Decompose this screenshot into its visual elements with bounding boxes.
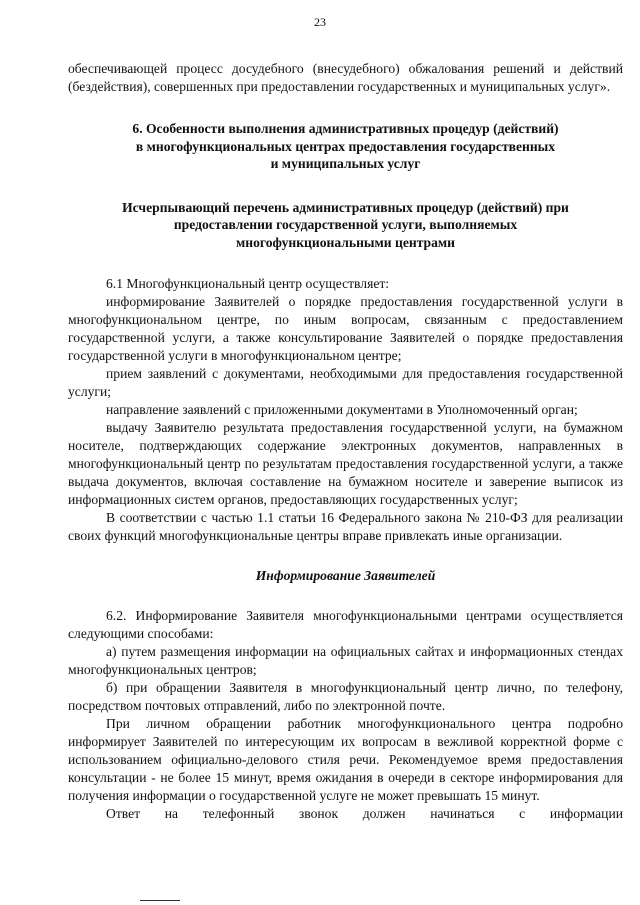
section-6-title-line: и муниципальных услуг bbox=[270, 156, 421, 171]
section-6-title-line: в многофункциональных центрах предоставления государственных bbox=[135, 138, 556, 154]
page-number: 23 bbox=[314, 15, 326, 29]
paragraph: информирование Заявителей о порядке предоставления государственной услуги в многофункциональном центре, по иным вопросам, связанным с предоставлением государственной услуги, а также консультирование Заявителей о порядке предоставления государственной услуги в многофункциональном центре; bbox=[68, 294, 623, 363]
intro-paragraph: обеспечивающей процесс досудебного (внесудебного) обжалования решений и действий (бездействия), совершенных при предоставлении государственных и муниципальных услуг». bbox=[68, 61, 623, 94]
paragraph: 6.2. Информирование Заявителя многофункциональными центрами осуществляется следующими способами: bbox=[68, 607, 623, 641]
section-6-title bbox=[68, 120, 623, 173]
exhaustive-title-line: Исчерпывающий перечень административных процедур (действий) при bbox=[122, 199, 569, 215]
paragraph: б) при обращении Заявителя в многофункциональный центр лично, по телефону, посредством почтовых отправлений, либо по электронной почте. bbox=[68, 679, 623, 713]
paragraph: выдачу Заявителю результата предоставления государственной услуги, на бумажном носителе, подтверждающих содержание электронных документов, направленных в многофункциональный центр по результатам предоставления государственной услуги, а также выдача документов, включая составление на бумажном носителе и заверение выписок из информационных систем органов, предоставляющих государственных услуг; bbox=[68, 420, 623, 507]
exhaustive-title-line: многофункциональными центрами bbox=[236, 234, 455, 250]
paragraph: а) путем размещения информации на официальных сайтах и информационных стендах многофункциональных центров; bbox=[68, 643, 623, 677]
section-6-2 bbox=[68, 607, 623, 823]
paragraph: направление заявлений с приложенными документами в Уполномоченный орган; bbox=[106, 402, 578, 417]
paragraph: При личном обращении работник многофункционального центра подробно информирует Заявителей по интересующим их вопросам в вежливой корректной форме с использованием официально-делового стиля речи. Рекомендуемое время предоставления консультации - не более 15 минут, время ожидания в очереди в секторе информирования для получения информации о государственной услуге не может превышать 15 минут. bbox=[68, 715, 623, 803]
section-6-1 bbox=[68, 275, 623, 545]
paragraph: 6.1 Многофункциональный центр осуществляет: bbox=[106, 276, 390, 291]
document-body bbox=[68, 60, 623, 823]
footer-line bbox=[140, 900, 180, 901]
paragraph: В соответствии с частью 1.1 статьи 16 Федерального закона № 210-ФЗ для реализации своих функций многофункциональные центры вправе привлекать иные организации. bbox=[68, 510, 623, 543]
paragraph: прием заявлений с документами, необходимыми для предоставления государственной услуги; bbox=[68, 366, 623, 399]
paragraph: Ответ на телефонный звонок должен начинаться с информации bbox=[106, 805, 623, 821]
exhaustive-title-line: предоставлении государственной услуги, выполняемых bbox=[173, 217, 518, 232]
exhaustive-list-title bbox=[68, 199, 623, 252]
section-6-title-line: 6. Особенности выполнения административных процедур (действий) bbox=[132, 121, 559, 136]
info-heading: Информирование Заявителей bbox=[255, 568, 436, 583]
